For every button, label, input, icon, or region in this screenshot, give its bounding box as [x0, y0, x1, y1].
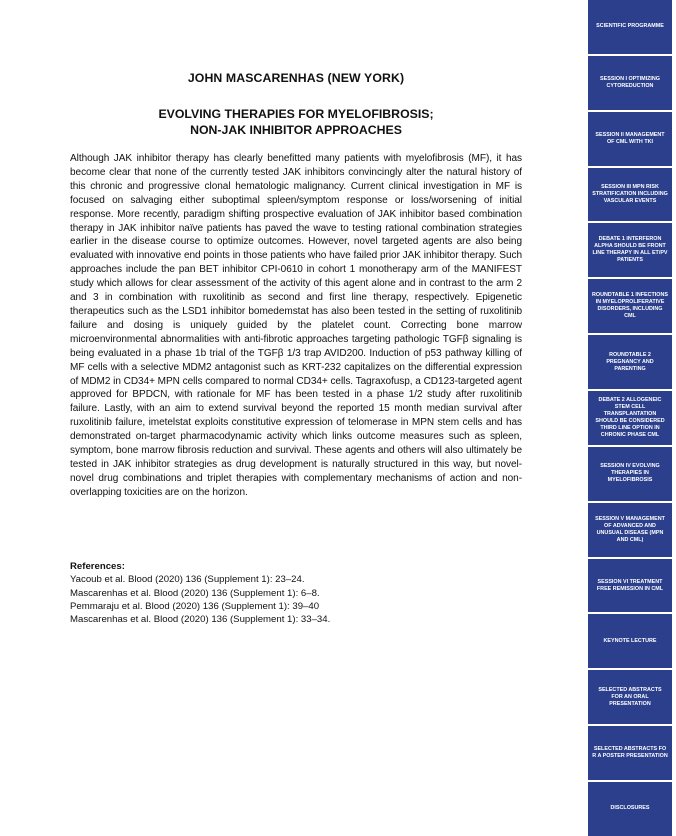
nav-session-2[interactable] — [588, 112, 672, 166]
title-line: NON-JAK INHIBITOR APPROACHES — [190, 123, 402, 137]
references-section — [70, 560, 522, 626]
nav-scientific-programme[interactable] — [588, 0, 672, 54]
nav-label: DEBATE 1 INTERFERON ALPHA SHOULD BE FRONT LINE THERAPY IN ALL ET/PV PATIENTS — [592, 236, 668, 264]
nav-session-1[interactable] — [588, 56, 672, 110]
nav-label: SESSION I OPTIMIZING CYTOREDUCTION — [600, 75, 660, 89]
article — [70, 0, 522, 836]
nav-keynote-lecture[interactable] — [588, 614, 672, 668]
nav-oral-abstracts[interactable] — [588, 670, 672, 724]
nav-label: DEBATE 2 ALLOGENEIC STEM CELL TRANSPLANTATION SHOULD BE CONSIDERED THIRD LINE OPTION IN CHRONIC PHASE CML — [595, 396, 665, 438]
nav-label: SESSION III MPN RISK STRATIFICATION INCLUDING VASCULAR EVENTS — [592, 184, 668, 204]
references-list — [70, 573, 522, 626]
nav-poster-abstracts[interactable] — [588, 726, 672, 780]
nav-label: SCIENTIFIC PROGRAMME — [596, 23, 664, 30]
reference-item: Mascarenhas et al. Blood (2020) 136 (Supplement 1): 33–34. — [70, 614, 331, 626]
nav-session-5[interactable] — [588, 503, 672, 557]
nav-label: SESSION V MANAGEMENT OF ADVANCED AND UNUSUAL DISEASE (MPN AND CML) — [595, 515, 665, 543]
nav-roundtable-1[interactable] — [588, 279, 672, 333]
reference-item: Mascarenhas et al. Blood (2020) 136 (Supplement 1): 6–8. — [70, 587, 320, 599]
references-heading: References: — [70, 561, 125, 572]
nav-session-3[interactable] — [588, 168, 672, 222]
reference-item: Yacoub et al. Blood (2020) 136 (Supplement 1): 23–24. — [70, 574, 305, 586]
author-heading: JOHN MASCARENHAS (NEW YORK) — [187, 71, 405, 85]
article-title — [70, 106, 522, 138]
nav-session-4[interactable] — [588, 447, 672, 501]
nav-debate-2[interactable] — [588, 391, 672, 445]
nav-session-6[interactable] — [588, 559, 672, 613]
nav-label: ROUNDTABLE 2 PREGNANCY AND PARENTING — [606, 351, 654, 372]
nav-label: SELECTED ABSTRACTS FOR AN ORAL PRESENTATION — [598, 686, 662, 707]
reference-item: Pemmaraju et al. Blood (2020) 136 (Supplement 1): 39–40 — [70, 600, 320, 612]
nav-label: ROUNDTABLE 1 INFECTIONS IN MYELOPROLIFERATIVE DISORDERS, INCLUDING CML — [592, 292, 668, 320]
section-navigation — [588, 0, 672, 836]
nav-label: SESSION VI TREATMENT FREE REMISSION IN CML — [596, 578, 664, 592]
nav-debate-1[interactable] — [588, 223, 672, 277]
abstract-paragraph: Although JAK inhibitor therapy has clearly benefitted many patients with myelofibrosis (MF), it has become clear that none of the currently tested JAK inhibitors convincingly alter the natural history of this chronic and progressive clonal hematologic malignancy. Current clinical investigation in MF is focused on salvaging either suboptimal spleen/symptom response or loss/worsening of initial response. More recently, paradigm shifting prospective evaluation of JAK inhibitor based combination therapy in JAK inhibitor naïve patients has paved the wave to testing rational combination strategies earlier in the disease course to optimize outcomes. However, novel targeted agents are also being evaluated with innovative end points in those patients who have failed prior JAK inhibitor therapy. Such approaches include the pan BET inhibitor CPI-0610 in cohort 1 monotherapy arm of the MANIFEST study which allows for clear assessment of the activity of this agent alone and in contrast to the arm 2 and 3 in combination with ruxolitinib as second and first line therapy, respectively. Epigenetic therapeutics such as the LSD1 inhibitor bomedemstat has also been tested in the setting of ruxolitinib failure and dosing is uniquely guided by the platelet count. Correcting bone marrow microenvironmental abnormalities with anti-fibrotic approaches targeting pathologic TGFβ signaling is being evaluated in a phase 1b trial of the TGFβ 1/3 trap AVID200. Induction of p53 pathway killing of MF cells with a selective MDM2 antagonist such as KRT-232 capitalizes on the differential expression of MDM2 in CD34+ MPN cells compared to normal CD34+ cells. Tagraxofusp, a CD123-targeted agent approved for BPDCN, with rationale for MF has been tested in a phase 1/2 study after ruxolitinib failure. Lastly, with an aim to extend survival beyond the reported 15 month median survival after ruxolitinib failure, imetelstat exploits constitutive expression of telomerase in MPN stem cells and has demonstrated on-target pharmacodynamic activity which links outcome measures such as spleen, symptom, bone marrow fibrosis reduction and survival. These agents and others will also ultimately be tested in JAK inhibitor strategies as drug development is naturally structured in this way, but novel-novel drug combinations and triplet therapies with complementary mechanisms of action and non-overlapping toxicities are on the horizon. — [70, 153, 522, 498]
nav-disclosures[interactable] — [588, 782, 672, 836]
nav-label: SESSION II MANAGEMENT OF CML WITH TKI — [595, 131, 665, 145]
title-line: EVOLVING THERAPIES FOR MYELOFIBROSIS; — [158, 107, 434, 121]
nav-label: KEYNOTE LECTURE — [603, 637, 657, 644]
nav-label: SELECTED ABSTRACTS FO R A POSTER PRESENTATION — [592, 746, 668, 760]
nav-roundtable-2[interactable] — [588, 335, 672, 389]
nav-label: SESSION IV EVOLVING THERAPIES IN MYELOFIBROSIS — [600, 463, 660, 484]
nav-label: DISCLOSURES — [610, 805, 650, 812]
